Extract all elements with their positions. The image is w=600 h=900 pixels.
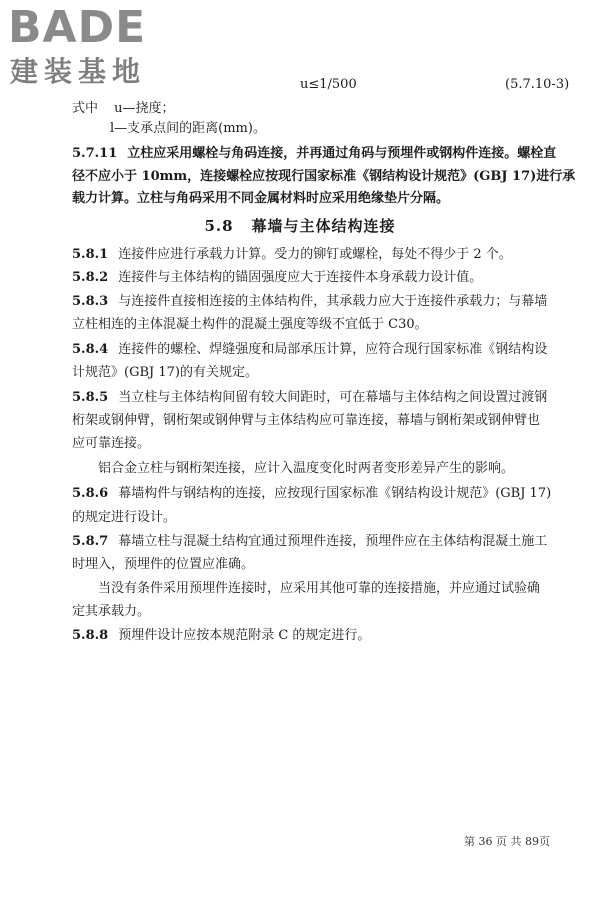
where-block bbox=[72, 100, 175, 118]
section-heading bbox=[0, 215, 600, 236]
where-l-definition: l—支承点间的距离(mm)。 bbox=[110, 121, 266, 136]
clause-number: 5.8.3 bbox=[72, 294, 109, 309]
clause-line: 时埋入，预埋件的位置应准确。 bbox=[72, 557, 255, 572]
clause-line: 立柱相连的主体混凝土构件的混凝土强度等级不宜低于 C30。 bbox=[72, 317, 428, 332]
where-u-definition: u—挠度； bbox=[114, 101, 175, 116]
clause-number: 5.8.4 bbox=[72, 342, 109, 357]
clause-text: 连接件的螺栓、焊缝强度和局部承压计算，应符合现行国家标准《钢结构设 bbox=[118, 342, 548, 357]
clause-line bbox=[72, 627, 370, 645]
clause-number: 5.8.1 bbox=[72, 247, 109, 262]
clause-number: 5.8.6 bbox=[72, 486, 109, 501]
clause-line: 的规定进行设计。 bbox=[72, 510, 177, 525]
clause-line bbox=[72, 293, 547, 311]
clause-line bbox=[72, 341, 547, 359]
clause-number: 5.8.7 bbox=[72, 534, 109, 549]
clause-line bbox=[72, 389, 547, 407]
clause-line: 计规范》(GBJ 17)的有关规定。 bbox=[72, 365, 258, 380]
clause-text: 预埋件设计应按本规范附录 C 的规定进行。 bbox=[118, 628, 371, 643]
clause-line: 铝合金立柱与钢桁架连接，应计入温度变化时两者变形差异产生的影响。 bbox=[98, 461, 515, 476]
clause-number: 5.7.11 bbox=[72, 146, 118, 161]
clause-line: 应可靠连接。 bbox=[72, 436, 151, 451]
clause-text: 当立柱与主体结构间留有较大间距时，可在幕墙与主体结构之间设置过渡钢 bbox=[118, 390, 548, 405]
clause-text: 连接件应进行承载力计算。受力的铆钉或螺栓，每处不得少于 2 个。 bbox=[118, 247, 512, 262]
clause-text: 连接件与主体结构的锚固强度应大于连接件本身承载力设计值。 bbox=[118, 270, 483, 285]
clause-text: 幕墙立柱与混凝土结构宜通过预埋件连接，预埋件应在主体结构混凝土施工 bbox=[118, 534, 548, 549]
where-prefix: 式中 bbox=[72, 101, 99, 116]
clause-number: 5.8.2 bbox=[72, 270, 109, 285]
clause-5-7-11-line-3: 载力计算。立柱与角码采用不同金属材料时应采用绝缘垫片分隔。 bbox=[72, 191, 450, 206]
clause-5-7-11-line-1 bbox=[72, 145, 556, 163]
clause-line: 桁架或钢伸臂，钢桁架或钢伸臂与主体结构应可靠连接，幕墙与钢桁架或钢伸臂也 bbox=[72, 413, 541, 428]
clause-number: 5.8.8 bbox=[72, 628, 109, 643]
clause-number: 5.8.5 bbox=[72, 390, 109, 405]
clause-line: 当没有条件采用预埋件连接时，应采用其他可靠的连接措施，并应通过试验确 bbox=[98, 581, 541, 596]
section-number: 5.8 bbox=[204, 217, 234, 235]
clause-line: 定其承载力。 bbox=[72, 604, 151, 619]
clause-line bbox=[72, 246, 512, 264]
formula-number: (5.7.10-3) bbox=[505, 77, 570, 92]
clause-line bbox=[72, 485, 551, 503]
logo-subtitle: 建装基地 bbox=[10, 55, 147, 88]
page-footer: 第 36 页 共 89页 bbox=[464, 835, 550, 848]
clause-5-7-11-line-2: 径不应小于 10mm，连接螺栓应按现行国家标准《钢结构设计规范》(GBJ 17)进行承 bbox=[72, 169, 576, 184]
logo-brand: BADE bbox=[8, 2, 147, 53]
clause-line bbox=[72, 269, 482, 287]
watermark-logo bbox=[8, 4, 178, 92]
clause-text: 幕墙构件与钢结构的连接，应按现行国家标准《钢结构设计规范》(GBJ 17) bbox=[118, 486, 552, 501]
clause-text: 与连接件直接相连接的主体结构件，其承载力应大于连接件承载力；与幕墙 bbox=[118, 294, 548, 309]
clause-text: 立柱应采用螺栓与角码连接，并再通过角码与预埋件或钢构件连接。螺栓直 bbox=[127, 146, 557, 161]
clause-line bbox=[72, 533, 547, 551]
formula-expression: u≤1/500 bbox=[300, 77, 357, 92]
section-title: 幕墙与主体结构连接 bbox=[251, 217, 396, 235]
